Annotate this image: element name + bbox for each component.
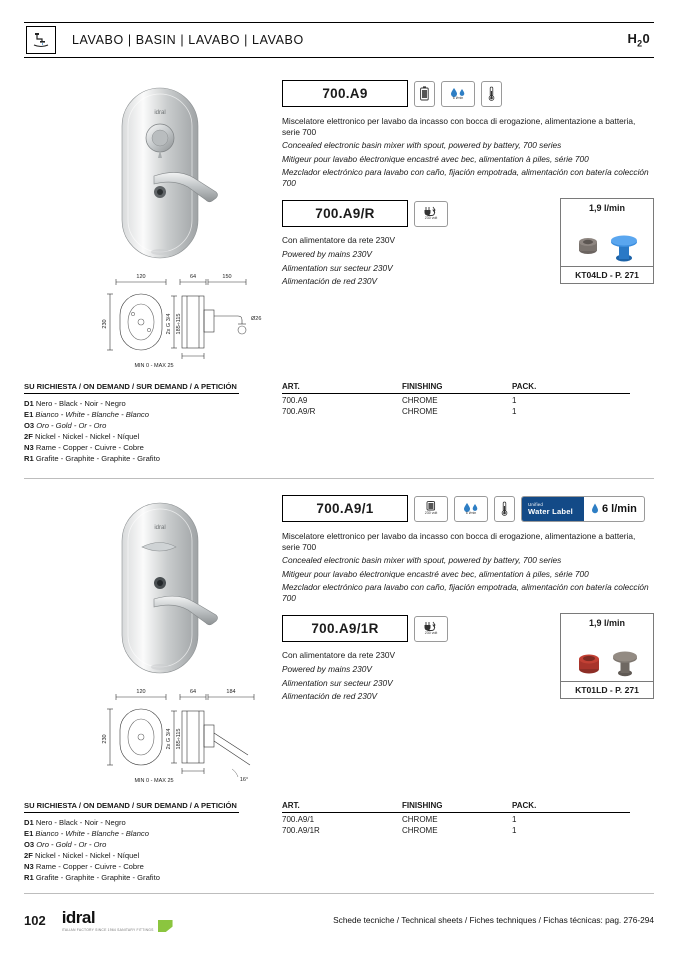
finish-row: 2F Nickel - Nickel - Nickel - Níquel xyxy=(24,851,140,860)
flow-rate-label: 6 l/min xyxy=(465,510,477,515)
battery-icon xyxy=(414,81,435,107)
finishes-title-1: SU RICHIESTA / ON DEMAND / SUR DEMAND / A PETICIÓN xyxy=(24,382,239,394)
finishes-2 xyxy=(24,801,239,883)
desc-en: Concealed electronic basin mixer with spout, powered by battery, 700 series xyxy=(282,140,562,151)
header-collection-label: $H_20$ xyxy=(627,31,650,49)
dim-spout-2: 184 xyxy=(226,689,236,695)
dim-minmax-2: MIN 0 - MAX 25 xyxy=(134,778,174,784)
brand-name: idral xyxy=(61,908,96,927)
variant-line-en: Powered by mains 230V xyxy=(282,663,372,674)
finish-row: O3 Oro - Gold - Or - Oro xyxy=(24,421,107,430)
accessory-code-2: KT01LD - P. 271 xyxy=(561,681,653,698)
article-table-2 xyxy=(282,801,630,835)
finish-row: N3 Rame - Copper - Cuivre - Cobre xyxy=(24,862,144,871)
variant-line-it: Con alimentatore da rete 230V xyxy=(282,650,396,661)
accessory-images-2 xyxy=(561,628,653,681)
finish-row: E1 Bianco - White - Blanche - Blanco xyxy=(24,410,149,419)
dim-minmax-1: MIN 0 - MAX 25 xyxy=(134,363,174,369)
flow-rate-icon xyxy=(441,81,475,107)
desc-it: Miscelatore elettronico per lavabo da incasso con bocca di erogazione, alimentazione a batteria, serie 700 xyxy=(282,531,636,553)
variant-line-en: Powered by mains 230V xyxy=(282,248,372,259)
dim-width-2: 120 xyxy=(136,689,146,695)
page-header xyxy=(24,22,654,58)
plug-voltage-label: 230 volt xyxy=(424,216,438,221)
variant-line-it: Con alimentatore da rete 230V xyxy=(282,235,396,246)
table-header-2: ART. FINISHING PACK. xyxy=(282,801,630,813)
product-code-2: 700.A9/1 xyxy=(282,495,408,522)
page-number: 102 xyxy=(24,912,46,928)
accessory-flow-1: 1,9 l/min xyxy=(588,203,625,213)
product-info-2 xyxy=(282,495,654,705)
accessory-code-1: KT04LD - P. 271 xyxy=(561,266,653,283)
code-row-2 xyxy=(282,495,654,522)
finish-row: 2F Nickel - Nickel - Nickel - Níquel xyxy=(24,432,140,441)
basin-tap-icon xyxy=(26,26,56,54)
finish-row: D1 Nero - Black - Noir - Negro xyxy=(24,399,126,408)
description-1 xyxy=(282,116,654,189)
accessory-images-1 xyxy=(561,213,653,266)
thermometer-icon xyxy=(481,81,502,107)
aerator-blue-icon xyxy=(607,228,641,264)
table-row: 700.A9 CHROME 1 xyxy=(282,396,517,405)
page-title: LAVABO | BASIN | LAVABO | LAVABO xyxy=(72,33,304,47)
variant-line-es: Alimentación de red 230V xyxy=(282,691,378,702)
accessory-box-2 xyxy=(560,613,654,699)
battery-icon xyxy=(414,496,448,522)
variant-line-es: Alimentación de red 230V xyxy=(282,276,378,287)
desc-es: Mezclador electrónico para lavabo con caño, fijación empotrada, alimentación con batería colección 700 xyxy=(282,166,649,188)
aerator-red-icon xyxy=(573,645,605,679)
finish-row: R1 Grafite - Graphite - Graphite - Grafito xyxy=(24,454,160,463)
dim-circle-1: Ø26 xyxy=(251,316,262,322)
brand-tagline: ITALIAN FACTORY SINCE 1964 SANITARY FITTINGS xyxy=(61,928,154,932)
dim-spout-1: 150 xyxy=(222,274,232,280)
svg-text:idral: idral xyxy=(154,110,166,116)
thermometer-icon xyxy=(494,496,515,522)
finish-row: D1 Nero - Black - Noir - Negro xyxy=(24,818,126,827)
dim-depth-2: 64 xyxy=(189,689,197,695)
table-row: 700.A9/1R CHROME 1 xyxy=(282,826,517,835)
desc-fr: Mitigeur pour lavabo électronique encastré avec bec, alimentation à piles, série 700 xyxy=(282,153,589,164)
plug-voltage-label: 230 volt xyxy=(424,631,438,636)
desc-en: Concealed electronic basin mixer with spout, powered by battery, 700 series xyxy=(282,555,562,566)
dim-range-2: 185÷115 xyxy=(176,728,182,750)
section-divider-1 xyxy=(24,478,654,479)
accessory-flow-2: 1,9 l/min xyxy=(588,618,625,628)
table-row: 700.A9/1 CHROME 1 xyxy=(282,815,517,824)
unified-water-label xyxy=(521,496,645,522)
finish-row: N3 Rame - Copper - Cuivre - Cobre xyxy=(24,443,144,452)
finish-row: R1 Grafite - Graphite - Graphite - Grafito xyxy=(24,873,160,882)
section-divider-2 xyxy=(24,893,654,894)
finish-row: E1 Bianco - White - Blanche - Blanco xyxy=(24,829,149,838)
water-drop-icon xyxy=(591,503,599,514)
product-info-1 xyxy=(282,80,654,290)
dim-angle-2: 16° xyxy=(239,777,249,783)
dim-thread-2: 2x G 3/4 xyxy=(166,728,172,750)
page-footer xyxy=(24,908,654,932)
desc-fr: Mitigeur pour lavabo électronique encastré avec bec, alimentation à piles, série 700 xyxy=(282,568,589,579)
dim-height-1: 230 xyxy=(102,319,108,329)
technical-drawing-1 xyxy=(54,270,269,385)
table-header-1: ART. FINISHING PACK. xyxy=(282,382,630,394)
finish-row: O3 Oro - Gold - Or - Oro xyxy=(24,840,107,849)
logo-mark-icon xyxy=(158,920,173,932)
variant-code-2: 700.A9/1R xyxy=(282,615,408,642)
finishes-title-2: SU RICHIESTA / ON DEMAND / SUR DEMAND / A PETICIÓN xyxy=(24,801,239,813)
description-2 xyxy=(282,531,654,604)
battery-voltage-label: 230 volt xyxy=(424,511,438,516)
code-row-1 xyxy=(282,80,654,107)
accessory-box-1 xyxy=(560,198,654,284)
desc-es: Mezclador electrónico para lavabo con caño, fijación empotrada, alimentación con batería colección 700 xyxy=(282,581,649,603)
water-label-flow: 6 l/min xyxy=(584,497,644,521)
variant-line-fr: Alimentation sur secteur 230V xyxy=(282,677,393,688)
aerator-dark-icon xyxy=(573,230,603,264)
table-row: 700.A9/R CHROME 1 xyxy=(282,407,517,416)
technical-drawing-2 xyxy=(54,685,269,800)
svg-text:idral: idral xyxy=(154,525,166,531)
flow-rate-icon xyxy=(454,496,488,522)
footer-reference: Schede tecniche / Technical sheets / Fiches techniques / Fichas técnicas: pag. 276-294 xyxy=(333,915,654,925)
dim-depth-1: 64 xyxy=(189,274,197,280)
flow-rate-label: 6 l/min xyxy=(452,95,464,100)
dim-range-1: 185÷115 xyxy=(176,313,182,335)
article-table-1 xyxy=(282,382,630,416)
desc-it: Miscelatore elettronico per lavabo da incasso con bocca di erogazione, alimentazione a batteria, serie 700 xyxy=(282,116,636,138)
dim-width-1: 120 xyxy=(136,274,146,280)
plug-icon xyxy=(414,616,448,642)
plug-icon xyxy=(414,201,448,227)
variant-code-1: 700.A9/R xyxy=(282,200,408,227)
variant-line-fr: Alimentation sur secteur 230V xyxy=(282,262,393,273)
product-photo-1 xyxy=(54,80,264,270)
product-code-1: 700.A9 xyxy=(282,80,408,107)
water-label-brand: Unified Water Label xyxy=(522,497,584,521)
aerator-grey-icon xyxy=(609,643,641,679)
finishes-1 xyxy=(24,382,239,464)
brand-logo xyxy=(62,908,173,932)
product-photo-2 xyxy=(54,495,264,685)
dim-height-2: 230 xyxy=(102,734,108,744)
dim-thread-1: 2x G 3/4 xyxy=(166,313,172,335)
